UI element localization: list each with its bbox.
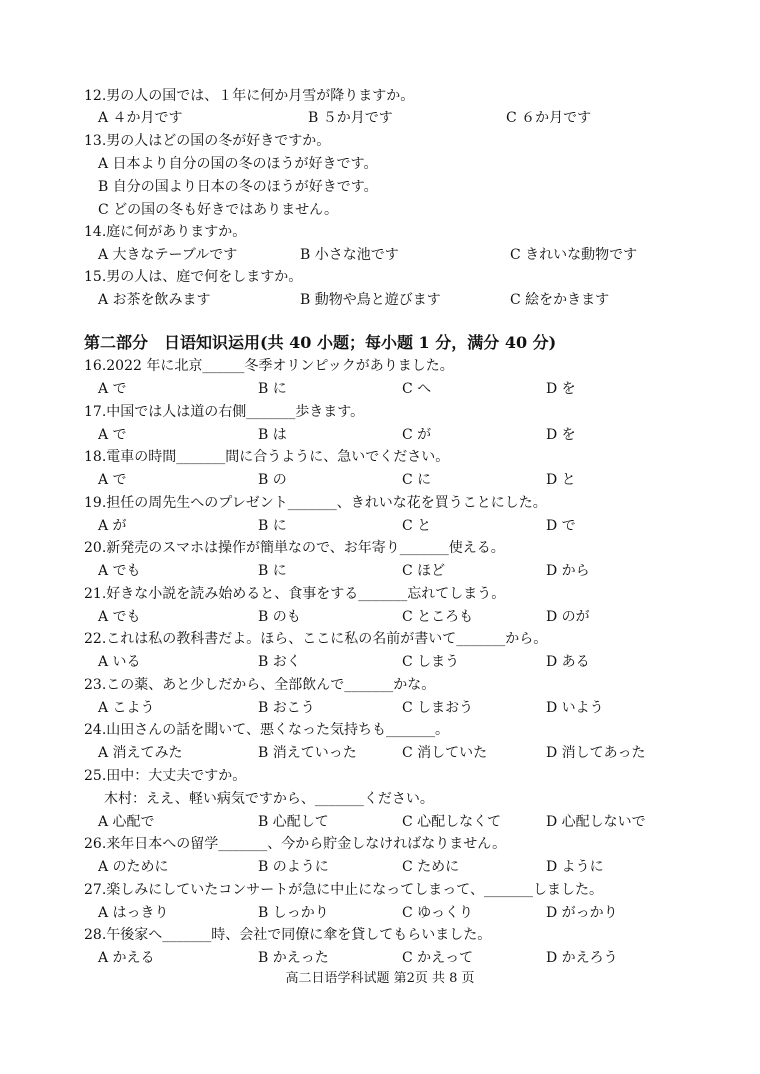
option-a: A 消えてみた <box>98 745 183 761</box>
question-22: 22.これは私の教科書だよ。ほら、ここに私の名前が書いて_______から。 <box>84 631 548 647</box>
options-21 <box>84 608 704 626</box>
option-c: C 心配しなくて <box>402 814 502 830</box>
question-25: 25.田中：大丈夫ですか。 <box>84 768 247 784</box>
option-a: A で <box>98 427 127 443</box>
question-16: 16.2022 年に北京______冬季オリンピックがありました。 <box>84 358 454 374</box>
option-d: D ように <box>546 859 604 875</box>
option-d: D 消してあった <box>546 745 646 761</box>
option-b: B は <box>258 427 287 443</box>
option-a: A こよう <box>98 700 155 716</box>
question-18: 18.電車の時間_______間に合うように、急いでください。 <box>84 449 450 465</box>
option-c: C 絵をかきます <box>510 292 610 308</box>
option-b-line: B 自分の国より日本の冬のほうが好きです。 <box>98 179 378 195</box>
options-28 <box>84 949 704 967</box>
options-26 <box>84 858 704 876</box>
question-19: 19.担任の周先生へのプレゼント_______、きれいな花を買うことにした。 <box>84 495 547 511</box>
option-a: A いる <box>98 654 141 670</box>
option-a: A で <box>98 472 127 488</box>
question-23: 23.この薬、あと少しだから、全部飲んで_______かな。 <box>84 677 436 693</box>
option-c: C きれいな動物です <box>510 247 638 263</box>
option-b: B しっかり <box>258 905 329 921</box>
option-a: A のために <box>98 859 169 875</box>
option-d: D がっかり <box>546 905 618 921</box>
options-25 <box>84 813 704 831</box>
question-14: 14.庭に何がありますか。 <box>84 224 247 240</box>
option-c: C に <box>402 472 432 488</box>
options-20 <box>84 562 704 580</box>
option-c: C ほど <box>402 563 446 579</box>
question-28: 28.午後家へ_______時、会社で同僚に傘を貸してもらいました。 <box>84 927 492 943</box>
option-c: C 消していた <box>402 745 488 761</box>
option-a: A でも <box>98 563 141 579</box>
question-15: 15.男の人は、庭で何をしますか。 <box>84 269 303 285</box>
option-d: D かえろう <box>546 950 618 966</box>
question-20: 20.新発売のスマホは操作が簡単なので、お年寄り_______使える。 <box>84 540 505 556</box>
option-d: D を <box>546 381 576 397</box>
option-b: B おこう <box>258 700 315 716</box>
options-22 <box>84 653 704 671</box>
options-18 <box>84 471 704 489</box>
option-c: C へ <box>402 381 432 397</box>
question-13: 13.男の人はどの国の冬が好きですか。 <box>84 133 331 149</box>
option-b: B 小さな池です <box>300 247 399 263</box>
dialogue-line: 木村：ええ、軽い病気ですから、_______ください。 <box>104 791 434 807</box>
options-16 <box>84 380 704 398</box>
option-b: B 心配して <box>258 814 329 830</box>
question-12: 12.男の人の国では、１年に何か月雪が降りますか。 <box>84 88 415 104</box>
option-a: A 大きなテーブルです <box>98 247 238 263</box>
options-24 <box>84 744 704 762</box>
options-14 <box>84 246 704 264</box>
option-b: B に <box>258 563 287 579</box>
option-c: C ６か月です <box>506 110 592 126</box>
option-c: C ゆっくり <box>402 905 474 921</box>
option-a: A で <box>98 381 127 397</box>
options-27 <box>84 904 704 922</box>
option-b: B 動物や鳥と遊びます <box>300 292 441 308</box>
option-a: A でも <box>98 609 141 625</box>
question-27: 27.楽しみにしていたコンサートが急に中止になってしまって、_______しました。 <box>84 882 603 898</box>
option-b: B に <box>258 381 287 397</box>
option-b: B のも <box>258 609 301 625</box>
option-d: D で <box>546 518 576 534</box>
option-b: B ５か月です <box>308 110 393 126</box>
option-d: D 心配しないで <box>546 814 646 830</box>
option-a: A が <box>98 518 127 534</box>
option-a: A 心配で <box>98 814 155 830</box>
option-c: C かえって <box>402 950 474 966</box>
option-d: D ある <box>546 654 590 670</box>
question-21: 21.好きな小説を読み始めると、食事をする_______忘れてしまう。 <box>84 586 506 602</box>
options-23 <box>84 699 704 717</box>
option-b: B おく <box>258 654 301 670</box>
option-c: C と <box>402 518 432 534</box>
question-26: 26.来年日本への留学_______、今から貯金しなければなりません。 <box>84 836 507 852</box>
page-footer: 高二日语学科试题 第2页 共 8 页 <box>285 971 475 986</box>
option-b: B かえった <box>258 950 329 966</box>
option-b: B の <box>258 472 287 488</box>
option-d: D から <box>546 563 590 579</box>
options-12 <box>84 109 704 127</box>
option-a-line: A 日本より自分の国の冬のほうが好きです。 <box>98 156 378 172</box>
option-a: A はっきり <box>98 905 169 921</box>
options-15 <box>84 291 704 309</box>
option-a: A ４か月です <box>98 110 183 126</box>
question-17: 17.中国では人は道の右側_______歩きます。 <box>84 404 365 420</box>
options-17 <box>84 426 704 444</box>
option-a: A かえる <box>98 950 155 966</box>
option-c: C ところも <box>402 609 474 625</box>
option-b: B 消えていった <box>258 745 357 761</box>
option-b: B に <box>258 518 287 534</box>
option-d: D と <box>546 472 576 488</box>
option-c: C しまう <box>402 654 460 670</box>
option-d: D いよう <box>546 700 604 716</box>
option-c: C しまおう <box>402 700 474 716</box>
option-d: D を <box>546 427 576 443</box>
option-c: C が <box>402 427 432 443</box>
options-19 <box>84 517 704 535</box>
option-c: C ために <box>402 859 460 875</box>
question-24: 24.山田さんの話を聞いて、悪くなった気持ちも_______。 <box>84 722 449 738</box>
option-c-line: C どの国の冬も好きではありません。 <box>98 202 339 218</box>
option-a: A お茶を飲みます <box>98 292 211 308</box>
option-b: B のように <box>258 859 329 875</box>
option-d: D のが <box>546 609 590 625</box>
section-title: 第二部分 日语知识运用(共 40 小题；每小题 1 分，满分 40 分) <box>84 333 557 352</box>
